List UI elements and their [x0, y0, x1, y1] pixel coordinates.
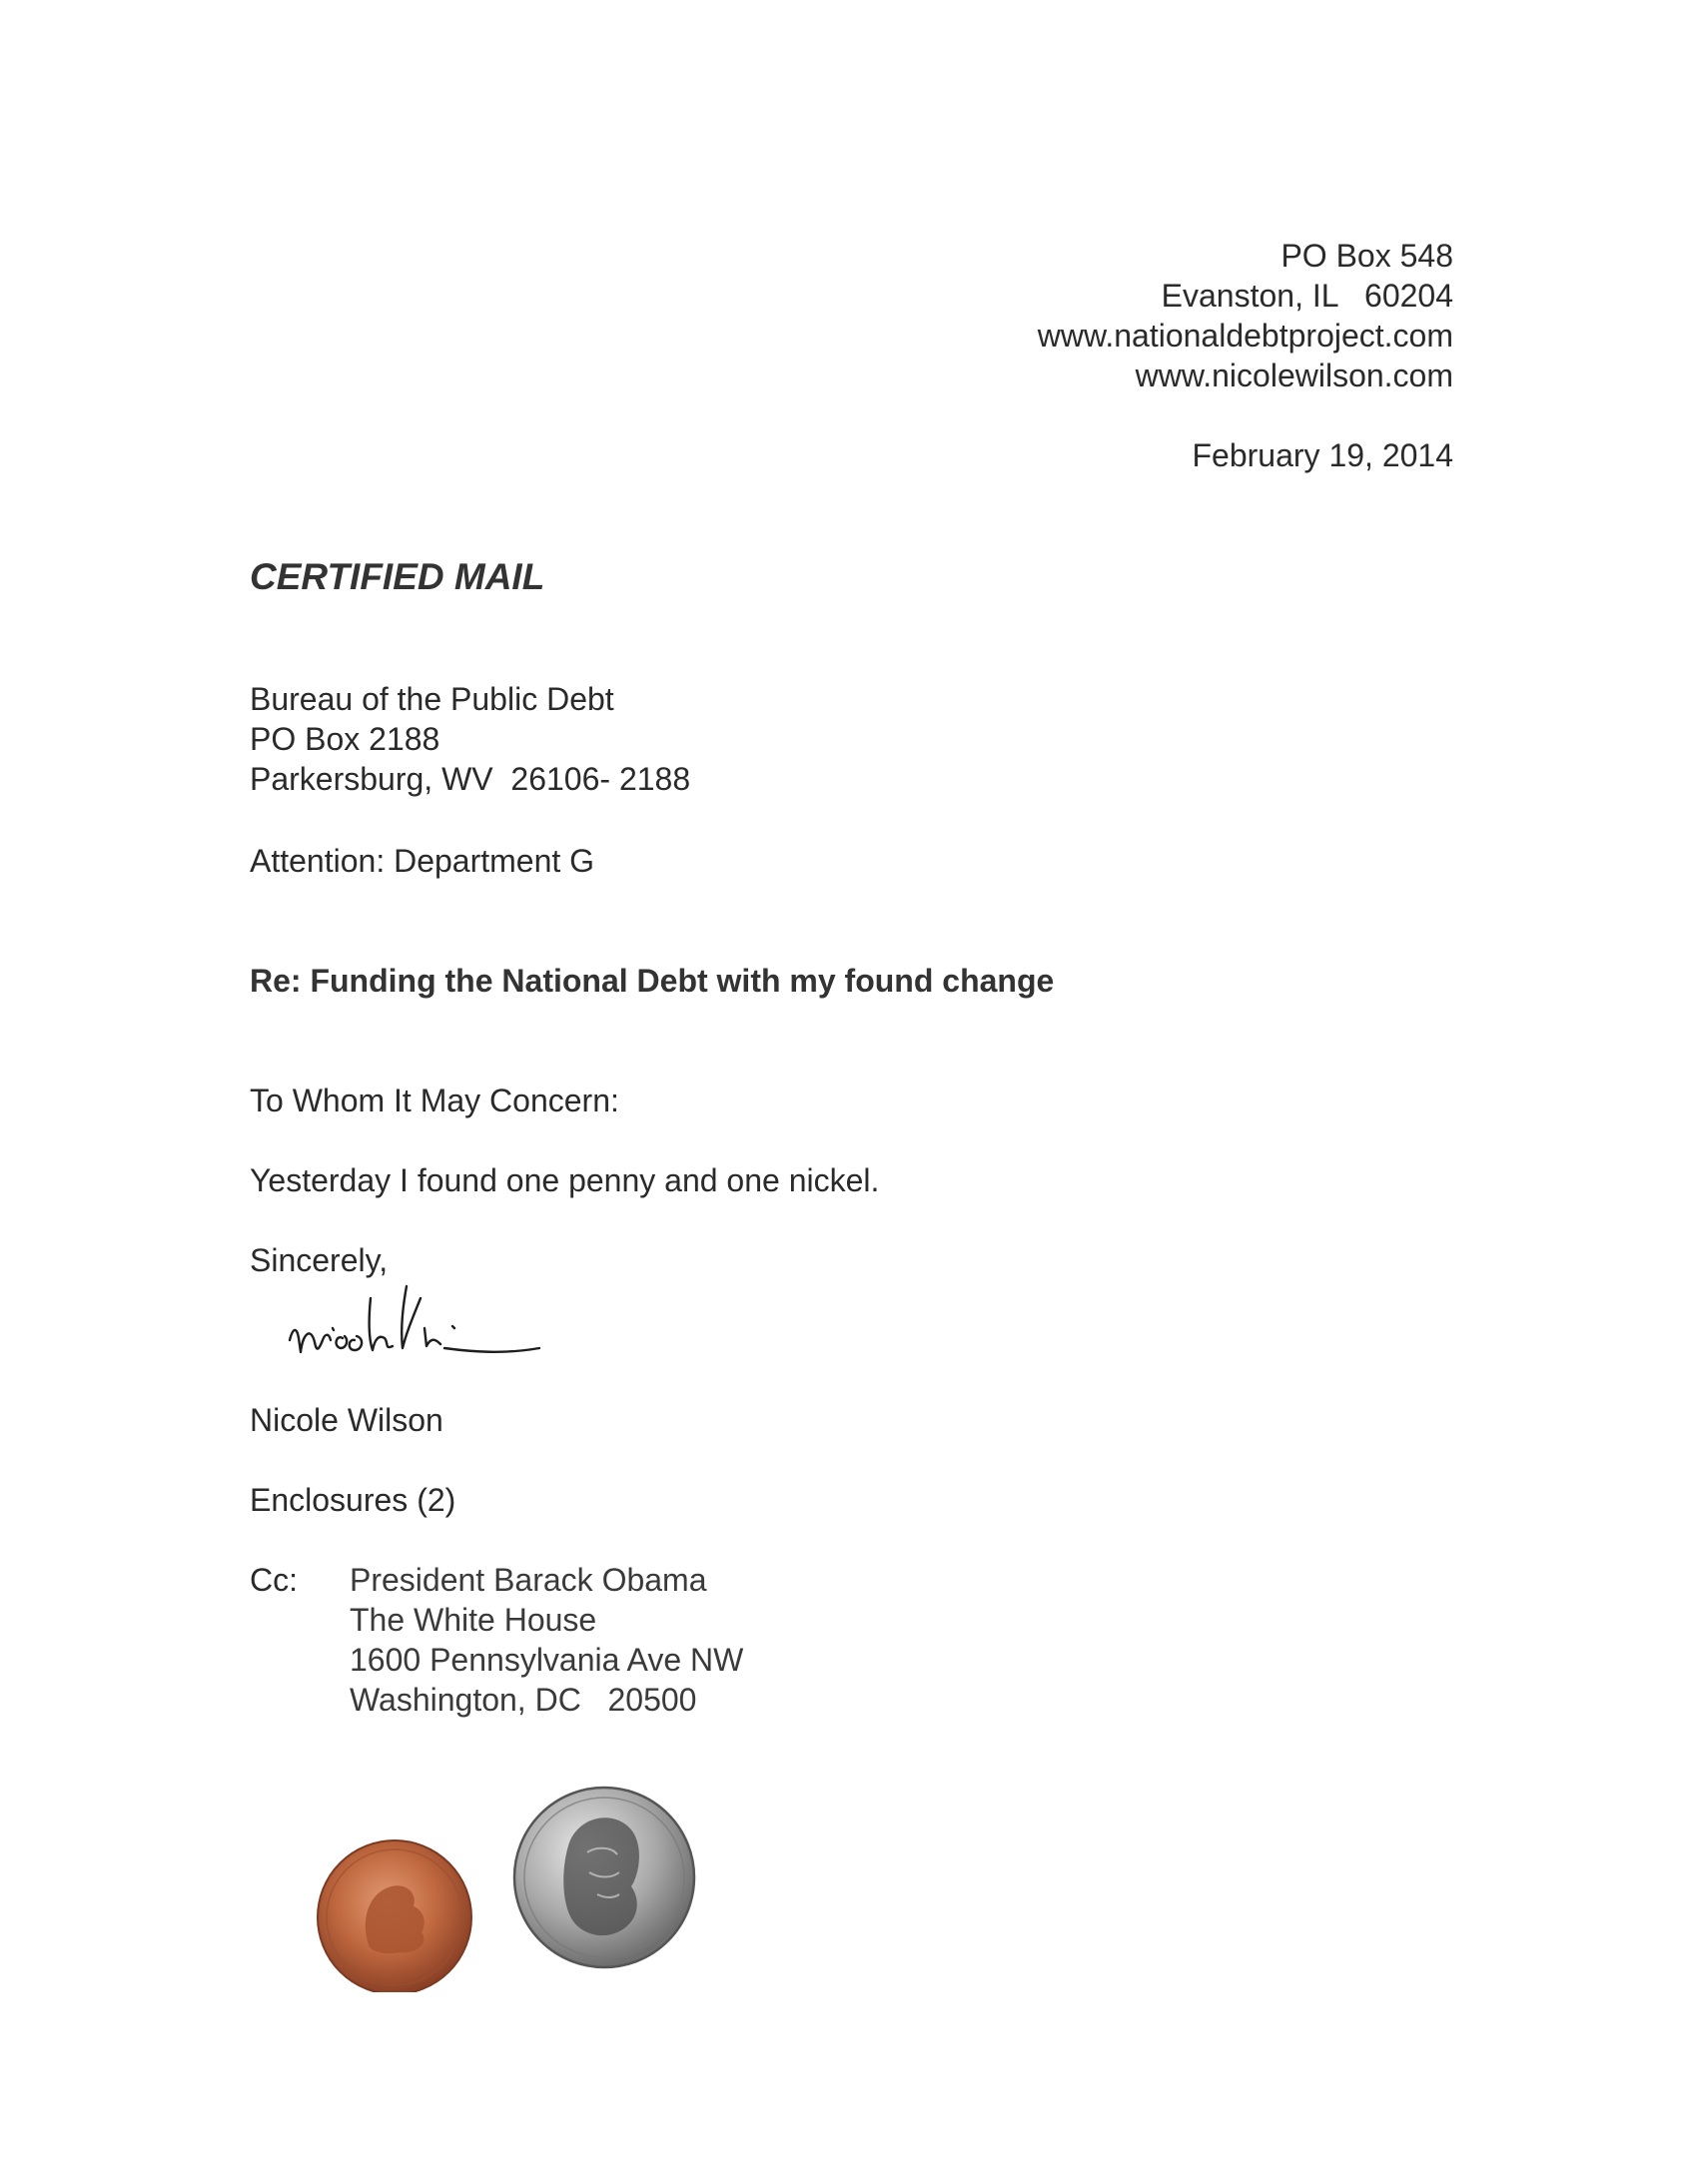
- nickel-coin: [514, 1788, 694, 1967]
- cc-name: President Barack Obama: [350, 1562, 707, 1598]
- cc-block: [250, 1560, 743, 1720]
- sender-website-2: www.nicolewilson.com: [1135, 358, 1453, 393]
- salutation: To Whom It May Concern:: [250, 1083, 619, 1118]
- body-paragraph: Yesterday I found one penny and one nickel.: [250, 1162, 880, 1198]
- cc-city: Washington, DC 20500: [350, 1682, 697, 1718]
- sender-website-1: www.nationaldebtproject.com: [1037, 318, 1453, 354]
- enclosures-note: Enclosures (2): [250, 1482, 456, 1518]
- recipient-city: Parkersburg, WV 26106- 2188: [250, 761, 691, 797]
- sender-po-box: PO Box 548: [1280, 238, 1453, 274]
- letter-date: February 19, 2014: [1192, 437, 1453, 473]
- recipient-address: [250, 679, 690, 799]
- subject-line: Re: Funding the National Debt with my found change: [250, 963, 1055, 999]
- enclosed-coins: [300, 1783, 729, 1992]
- attention-line: Attention: Department G: [250, 843, 595, 879]
- penny-coin: [318, 1840, 471, 1992]
- cc-label: Cc:: [250, 1562, 298, 1598]
- recipient-name: Bureau of the Public Debt: [250, 681, 614, 717]
- handwritten-signature: [285, 1268, 624, 1378]
- sender-address: [1038, 236, 1453, 395]
- sender-city: Evanston, IL 60204: [1161, 278, 1453, 314]
- closing: Sincerely,: [250, 1242, 389, 1278]
- cc-street: 1600 Pennsylvania Ave NW: [350, 1642, 744, 1678]
- recipient-po-box: PO Box 2188: [250, 721, 440, 757]
- certified-mail-heading: CERTIFIED MAIL: [250, 556, 545, 597]
- cc-address: [350, 1560, 743, 1720]
- cc-organization: The White House: [350, 1602, 597, 1638]
- signer-name: Nicole Wilson: [250, 1402, 443, 1438]
